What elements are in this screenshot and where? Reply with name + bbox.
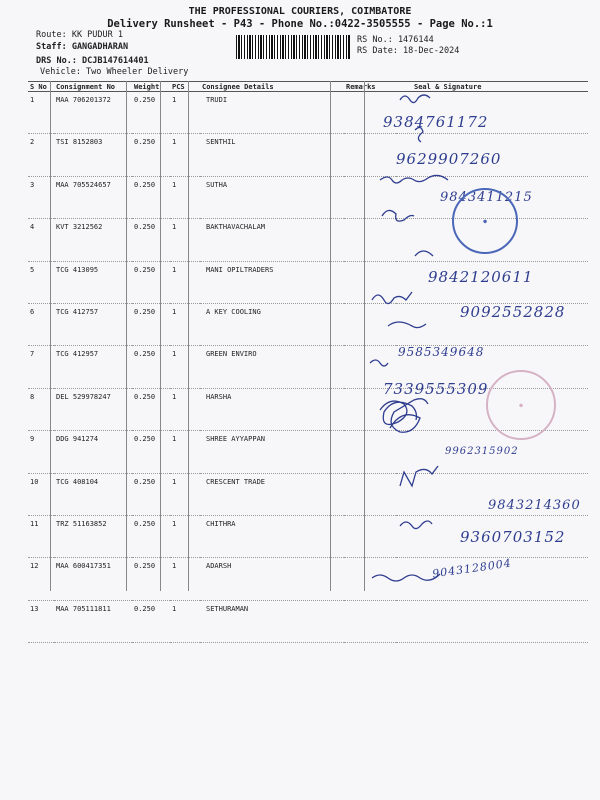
row-weight: 0.250 (132, 558, 170, 600)
row-pcs: 1 (170, 388, 200, 430)
handwritten-phone: 9360703152 (460, 528, 566, 546)
row-sno: 6 (28, 303, 54, 345)
row-consignee-name: SHREE AYYAPPAN (200, 431, 344, 473)
col-header-consignment: Consignment No (54, 82, 132, 92)
row-consignee-name: SETHURAMAN (200, 600, 344, 642)
row-sno: 11 (28, 515, 54, 557)
row-consignee-name: CRESCENT TRADE (200, 473, 344, 515)
row-sno: 13 (28, 600, 54, 642)
handwritten-phone: 9384761172 (383, 113, 489, 131)
row-weight: 0.250 (132, 303, 170, 345)
row-sno: 5 (28, 261, 54, 303)
signature-stroke (380, 401, 417, 424)
signature-stroke (415, 127, 423, 142)
row-consignment-number: MAA 600417351 (54, 558, 132, 600)
handwritten-phone: 9842120611 (428, 268, 534, 286)
signature-stroke (415, 251, 433, 256)
row-consignment-number: TCG 413095 (54, 261, 132, 303)
row-pcs: 1 (170, 134, 200, 176)
col-header-remarks: Remarks (344, 82, 396, 92)
signature-stroke (400, 95, 430, 103)
row-consignee-name: HARSHA (200, 388, 344, 430)
row-pcs: 1 (170, 176, 200, 218)
col-divider (50, 81, 51, 591)
row-consignment-number: MAA 705111811 (54, 600, 132, 642)
row-sno: 10 (28, 473, 54, 515)
col-divider (330, 81, 331, 591)
row-consignee-name: CHITHRA (200, 515, 344, 557)
handwritten-phone: 9843411215 (440, 190, 533, 205)
row-weight: 0.250 (132, 176, 170, 218)
handwritten-phone: 9629907260 (396, 150, 502, 168)
row-sno: 2 (28, 134, 54, 176)
row-consignment-number: TCG 412957 (54, 346, 132, 388)
row-pcs: 1 (170, 473, 200, 515)
col-divider (126, 81, 127, 591)
handwritten-phone: 9843214360 (488, 498, 581, 513)
row-weight: 0.250 (132, 515, 170, 557)
signature-stroke (390, 399, 428, 433)
col-header-weight: Weight (132, 82, 170, 92)
route-label: Route: KK PUDUR 1 (36, 30, 123, 40)
company-seal-stamp: ● (452, 188, 518, 254)
row-sno: 1 (28, 92, 54, 134)
row-pcs: 1 (170, 92, 200, 134)
signature-stroke (372, 292, 412, 304)
row-sno: 4 (28, 219, 54, 261)
row-consignee-name: SENTHIL (200, 134, 344, 176)
row-consignment-number: DEL 529978247 (54, 388, 132, 430)
barcode (236, 35, 350, 59)
col-divider (188, 81, 189, 591)
row-consignment-number: TSI 8152803 (54, 134, 132, 176)
row-consignment-number: KVT 3212562 (54, 219, 132, 261)
col-header-pcs: PCS (170, 82, 200, 92)
row-consignment-number: TCG 408104 (54, 473, 132, 515)
row-pcs: 1 (170, 346, 200, 388)
rs-date: RS Date: 18-Dec-2024 (357, 46, 460, 56)
signature-scribbles (360, 88, 600, 588)
row-weight: 0.250 (132, 473, 170, 515)
row-pcs: 1 (170, 600, 200, 642)
row-weight: 0.250 (132, 346, 170, 388)
row-weight: 0.250 (132, 431, 170, 473)
row-sno: 7 (28, 346, 54, 388)
row-consignment-number: DDG 941274 (54, 431, 132, 473)
row-pcs: 1 (170, 558, 200, 600)
table-row (28, 600, 588, 642)
company-seal-stamp: ● (486, 370, 556, 440)
row-consignee-name: SUTHA (200, 176, 344, 218)
row-weight: 0.250 (132, 261, 170, 303)
col-header-consignee: Consignee Details (200, 82, 344, 92)
row-weight: 0.250 (132, 134, 170, 176)
col-header-sno: S No (28, 82, 54, 92)
company-title: THE PROFESSIONAL COURIERS, COIMBATORE (188, 6, 412, 17)
row-sno: 12 (28, 558, 54, 600)
row-signature (396, 600, 588, 642)
handwritten-phone: 9043128004 (431, 556, 513, 581)
row-pcs: 1 (170, 515, 200, 557)
vehicle-label: Vehicle: Two Wheeler Delivery (40, 67, 189, 77)
handwritten-phone: 9092552828 (460, 303, 566, 321)
row-consignment-number: TRZ 51163852 (54, 515, 132, 557)
row-consignee-name: MANI OPILTRADERS (200, 261, 344, 303)
row-consignee-name: TRUDI (200, 92, 344, 134)
row-sno: 9 (28, 431, 54, 473)
row-consignee-name: BAKTHAVACHALAM (200, 219, 344, 261)
row-pcs: 1 (170, 261, 200, 303)
signature-stroke (400, 466, 438, 486)
row-pcs: 1 (170, 303, 200, 345)
col-header-signature: Seal & Signature (396, 82, 588, 92)
row-pcs: 1 (170, 431, 200, 473)
row-sno: 8 (28, 388, 54, 430)
row-pcs: 1 (170, 219, 200, 261)
row-consignment-number: TCG 412757 (54, 303, 132, 345)
handwritten-phone: 9962315902 (445, 446, 519, 457)
row-weight: 0.250 (132, 388, 170, 430)
drs-label: DRS No.: DCJB147614401 (36, 56, 149, 66)
row-consignment-number: MAA 706201372 (54, 92, 132, 134)
row-consignee-name: A KEY COOLING (200, 303, 344, 345)
signature-stroke (388, 322, 426, 328)
signature-stroke (400, 521, 432, 529)
staff-label: Staff: GANGADHARAN (36, 42, 129, 52)
handwritten-phone: 7339555309 (383, 380, 489, 398)
rs-number: RS No.: 1476144 (357, 35, 434, 45)
signature-stroke (380, 175, 448, 183)
col-divider (160, 81, 161, 591)
row-weight: 0.250 (132, 600, 170, 642)
runsheet-title: Delivery Runsheet - P43 - Phone No.:0422-3505555 - Page No.:1 (107, 18, 493, 30)
signature-stroke (370, 360, 388, 366)
row-weight: 0.250 (132, 92, 170, 134)
row-remarks (344, 600, 396, 642)
row-weight: 0.250 (132, 219, 170, 261)
signature-stroke (382, 210, 414, 221)
row-consignee-name: GREEN ENVIRO (200, 346, 344, 388)
signature-stroke (372, 574, 440, 581)
row-consignment-number: MAA 705524657 (54, 176, 132, 218)
row-sno: 3 (28, 176, 54, 218)
row-consignee-name: ADARSH (200, 558, 344, 600)
handwritten-phone: 9585349648 (398, 345, 485, 359)
